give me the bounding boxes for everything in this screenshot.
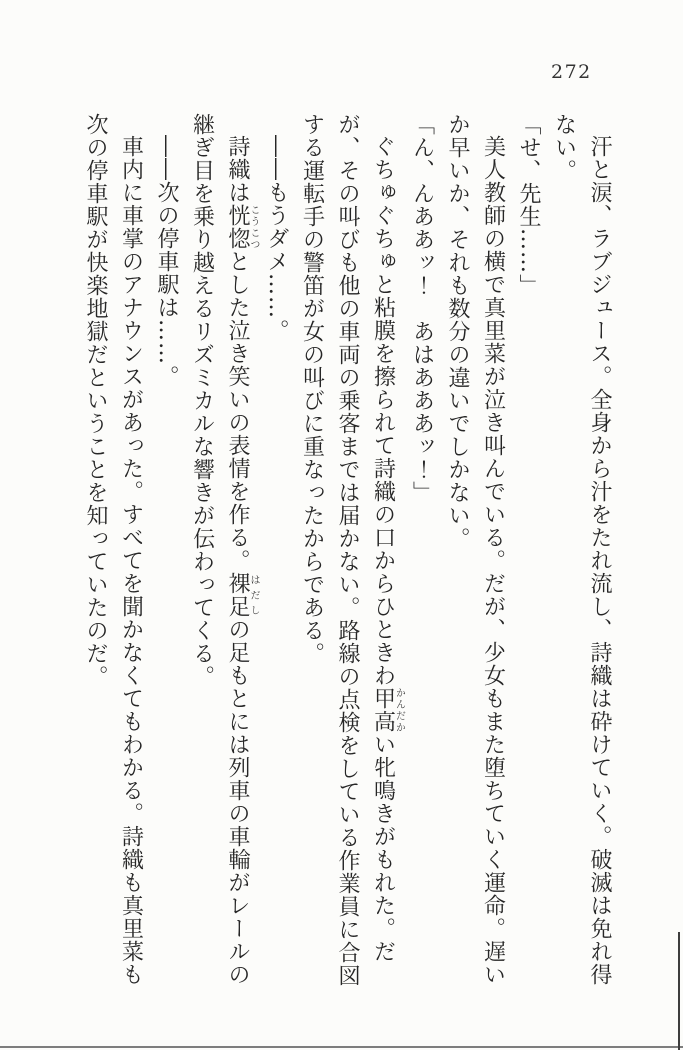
paragraph: ぐちゅぐちゅと粘膜を擦られて詩織の口からひときわ甲高かんだかい牝鳴きがもれた。だが、その叫びも他の車両の乗客までは届かない。路線の点検をしている作業員に合図する運転手の警笛が女の叫びに重なったからである。 — [299, 113, 405, 987]
paragraph: ――もうダメ……。 — [264, 135, 289, 342]
paragraph: 美人教師の横で真里菜が泣き叫んでいる。だが、少女もまた堕ちていく運命。遅いか早いか、それも数分の違いでしかない。 — [445, 113, 506, 986]
ruby-annotated-word: 甲高かんだか — [370, 687, 405, 733]
ruby-annotated-word: 恍惚こうこつ — [225, 204, 259, 250]
body-text — [83, 113, 617, 987]
paragraph: 汗と涙、ラブジュース。全身から汁をたれ流し、詩織は砕けていく。破滅は免れ得ない。 — [551, 113, 612, 986]
paragraph: 「ん、んああッ！ あはあああッ！」 — [409, 113, 435, 504]
paragraph: 「せ、先生……」 — [516, 113, 541, 297]
scan-edge-right-line — [678, 932, 680, 1050]
scan-edge-bottom-line — [0, 1046, 683, 1048]
paragraph: 車内に車掌のアナウンスがあった。すべてを聞かなくてもわかる。詩織も真里菜も次の停車駅が快楽地獄だということを知っていたのだ。 — [83, 113, 144, 986]
paragraph: ――次の停車駅は……。 — [154, 135, 179, 388]
paragraph: 詩織は恍惚こうこつとした泣き笑いの表情を作る。裸足はだしの足もとには列車の車輪がレールの継ぎ目を乗り越えるリズミカルな響きが伝わってくる。 — [189, 113, 259, 986]
ruby-annotated-word: 裸足はだし — [225, 572, 259, 618]
page-number: 272 — [551, 61, 592, 83]
